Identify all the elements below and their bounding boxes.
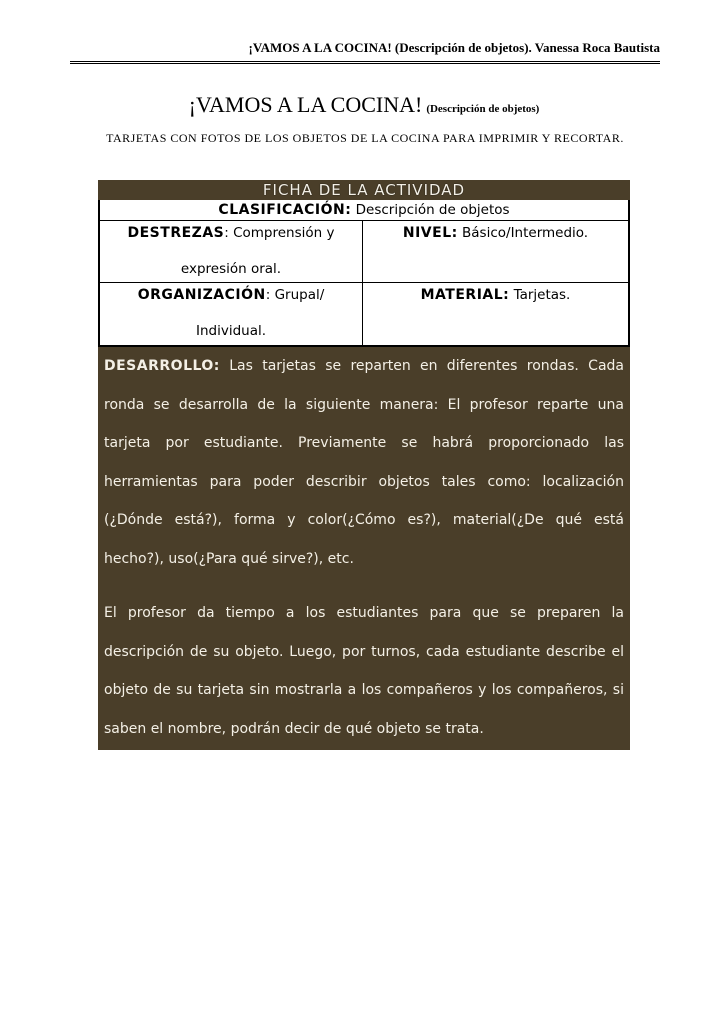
material-cell xyxy=(363,283,628,345)
nivel-label: NIVEL: xyxy=(402,225,458,241)
nivel-cell xyxy=(363,221,628,282)
clasificacion-row xyxy=(100,200,628,221)
material-label: MATERIAL: xyxy=(420,287,510,303)
desarrollo-paragraph-2: El profesor da tiempo a los estudiantes para que se preparen la descripción de su objeto. Luego, por turnos, cada estudiante describe el objeto de su tarjeta sin mostrarla a los compañeros y los compañeros, si saben el nombre, podrán decir de qué objeto se trata. xyxy=(104,605,624,737)
title-sub: (Descripción de objetos) xyxy=(426,103,540,115)
organizacion-cell xyxy=(100,283,363,345)
destrezas-value-cont: expresión oral. xyxy=(180,261,282,277)
running-header: ¡VAMOS A LA COCINA! (Descripción de objetos). Vanessa Roca Bautista xyxy=(248,40,660,55)
destrezas-nivel-row xyxy=(100,221,628,283)
organizacion-label: ORGANIZACIÓN xyxy=(137,287,266,303)
material-value: Tarjetas. xyxy=(513,287,571,303)
clasificacion-label: CLASIFICACIÓN: xyxy=(218,202,352,218)
card-grid xyxy=(98,200,630,347)
organizacion-material-row xyxy=(100,283,628,345)
header-divider xyxy=(70,61,660,64)
page-title xyxy=(0,92,728,118)
desarrollo-label: DESARROLLO: xyxy=(104,358,220,374)
page-subtitle: TARJETAS CON FOTOS DE LOS OBJETOS DE LA COCINA PARA IMPRIMIR Y RECORTAR. xyxy=(106,131,624,145)
destrezas-cell xyxy=(100,221,363,282)
desarrollo-text-1: Las tarjetas se reparten en diferentes rondas. Cada ronda se desarrolla de la siguiente manera: El profesor reparte una tarjeta por estudiante. Previamente se habrá proporcionado las herramientas para poder describir objetos tales como: localización (¿Dónde está?), forma y color(¿Cómo es?), material(¿De qué está hecho?), uso(¿Para qué sirve?), etc. xyxy=(104,358,624,567)
destrezas-label: DESTREZAS xyxy=(127,225,225,241)
organizacion-value: : Grupal/ xyxy=(265,287,325,303)
organizacion-value-cont: Individual. xyxy=(195,323,267,339)
activity-card xyxy=(98,180,630,750)
clasificacion-value: Descripción de objetos xyxy=(355,202,510,218)
desarrollo-block xyxy=(98,347,630,750)
destrezas-value: : Comprensión y xyxy=(224,225,335,241)
paragraph-gap xyxy=(104,578,624,594)
nivel-value: Básico/Intermedio. xyxy=(462,225,589,241)
desarrollo-paragraph-1 xyxy=(104,347,624,578)
title-main: ¡VAMOS A LA COCINA! xyxy=(188,92,423,117)
card-heading: FICHA DE LA ACTIVIDAD xyxy=(98,180,630,200)
